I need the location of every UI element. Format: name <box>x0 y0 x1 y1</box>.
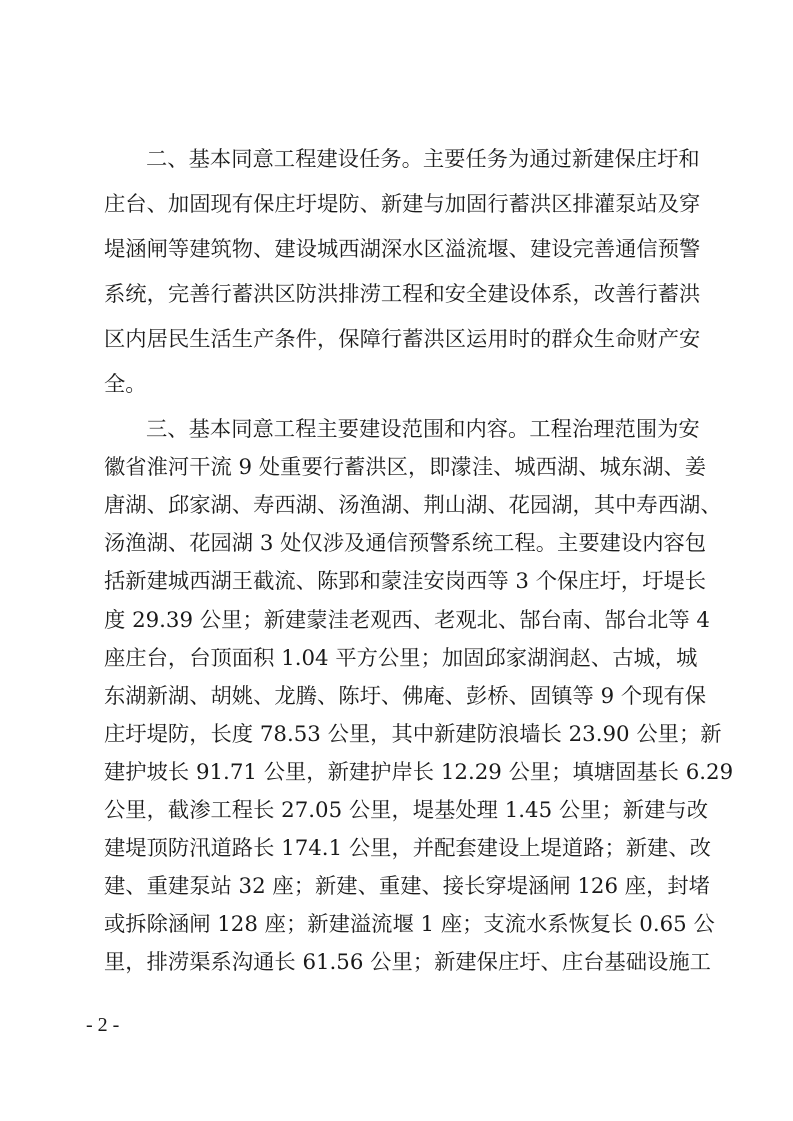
text-line: 建护坡长 91.71 公里，新建护岸长 12.29 公里；填塘固基长 6.29 <box>104 759 734 785</box>
text-line: 庄圩堤防，长度 78.53 公里，其中新建防浪墙长 23.90 公里；新 <box>104 721 722 747</box>
text-line: 建堤顶防汛道路长 174.1 公里，并配套建设上堤道路；新建、改 <box>104 836 711 862</box>
text-line: 座庄台，台顶面积 1.04 平方公里；加固邱家湖润赵、古城，城 <box>104 645 698 671</box>
text-line: 徽省淮河干流 9 处重要行蓄洪区，即濛洼、城西湖、城东湖、姜 <box>104 455 707 481</box>
text-line: 堤涵闸等建筑物、建设城西湖深水区溢流堰、建设完善通信预警 <box>104 237 701 262</box>
text-line: 系统，完善行蓄洪区防洪排涝工程和安全建设体系，改善行蓄洪 <box>104 282 701 307</box>
text-line: 公里，截渗工程长 27.05 公里，堤基处理 1.45 公里；新建与改 <box>104 798 708 823</box>
text-line: 建、重建泵站 32 座；新建、重建、接长穿堤涵闸 126 座，封堵 <box>104 874 710 900</box>
page-number: - 2 - <box>86 1014 120 1036</box>
text-line: 三、基本同意工程主要建设范围和内容。工程治理范围为安 <box>146 417 700 442</box>
text-line: 汤渔湖、花园湖 3 处仅涉及通信预警系统工程。主要建设内容包 <box>104 531 707 557</box>
text-line: 区内居民生活生产条件，保障行蓄洪区运用时的群众生命财产安 <box>104 327 701 352</box>
text-line: 括新建城西湖王截流、陈郢和蒙洼安岗西等 3 个保庄圩，圩堤长 <box>104 569 707 595</box>
text-line: 二、基本同意工程建设任务。主要任务为通过新建保庄圩和 <box>146 147 700 172</box>
text-line: 或拆除涵闸 128 座；新建溢流堰 1 座；支流水系恢复长 0.65 公 <box>104 912 715 938</box>
text-line: 里，排涝渠系沟通长 61.56 公里；新建保庄圩、庄台基础设施工 <box>104 950 711 976</box>
text-line: 全。 <box>104 372 147 397</box>
text-line: 东湖新湖、胡姚、龙腾、陈圩、佛庵、彭桥、固镇等 9 个现有保 <box>104 683 707 709</box>
text-line: 庄台、加固现有保庄圩堤防、新建与加固行蓄洪区排灌泵站及穿 <box>104 192 701 217</box>
text-line: 度 29.39 公里；新建蒙洼老观西、老观北、郜台南、郜台北等 4 <box>104 607 710 633</box>
text-line: 唐湖、邱家湖、寿西湖、汤渔湖、荆山湖、花园湖，其中寿西湖、 <box>104 493 722 519</box>
